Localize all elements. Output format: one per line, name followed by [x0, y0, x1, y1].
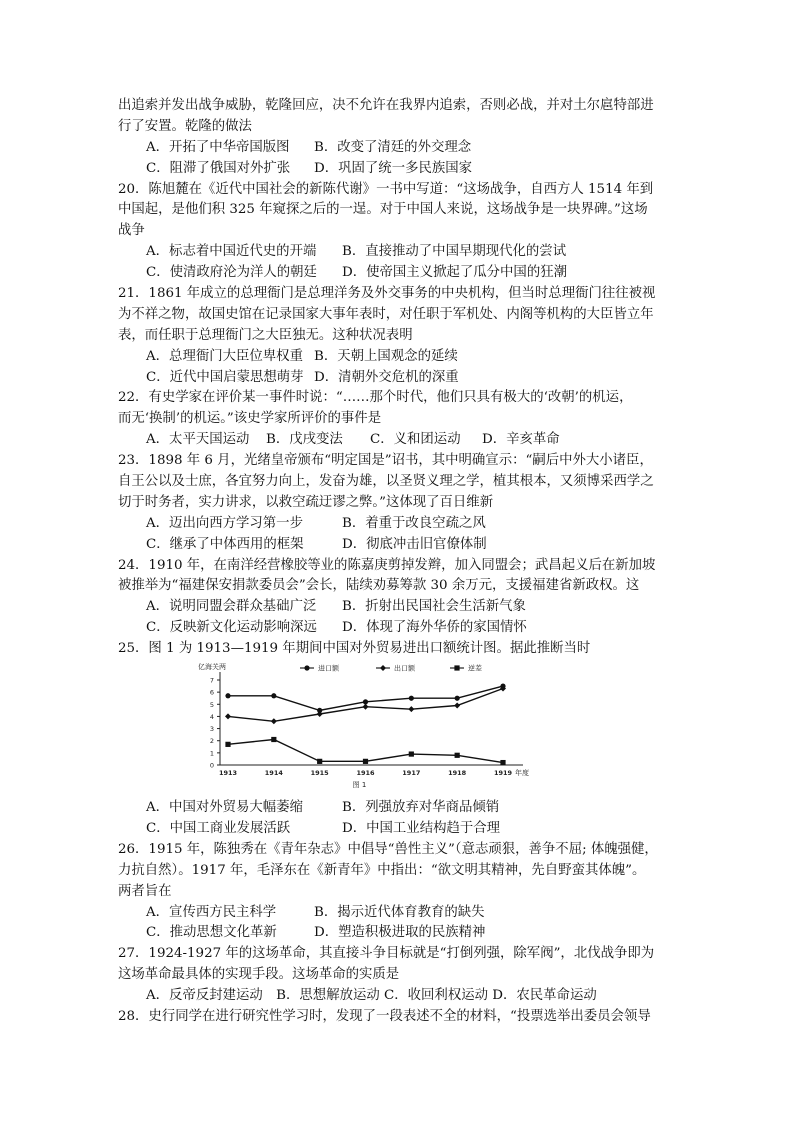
q20-option-d: D．使帝国主义掀起了瓜分中国的狂潮 [342, 265, 567, 281]
q22-stem-1: 22．有史学家在评价某一事件时说：“……那个时代，他们只具有极大的‘改朝’的机运， [118, 390, 633, 406]
q21-stem-2: 为不祥之物，故国史馆在记录国家大事年表时，对任职于军机处、内阁等机构的大臣皆立年 [118, 306, 654, 322]
q20-stem-3: 战争 [118, 223, 145, 239]
q22-option-c: C．义和团运动 [370, 432, 461, 448]
q28-stem-1: 28．史行同学在进行研究性学习时，发现了一段表述不全的材料，“投票选举出委员会领导 [118, 1008, 651, 1024]
data-point [409, 696, 414, 701]
data-point [455, 753, 460, 758]
q23-stem-1: 23．1898 年 6 月，光绪皇帝颁布“明定国是”诏书，其中明确宣示：“嗣后中外大小诸臣， [118, 453, 653, 469]
x-tick-label: 1914 [264, 769, 283, 778]
q24-options-row-1 [118, 597, 678, 618]
data-point [455, 696, 460, 701]
legend-marker [454, 665, 459, 670]
q25-option-a: A．中国对外贸易大幅萎缩 [146, 800, 303, 816]
legend-label: 出口额 [394, 664, 415, 673]
y-tick-label: 7 [209, 676, 214, 685]
data-point [271, 693, 276, 698]
q25-option-d: D．中国工业结构趋于合理 [342, 820, 501, 836]
q21-option-b: B．天朝上国观念的延续 [314, 348, 458, 364]
q20-options-row-2 [118, 263, 678, 284]
q20-stem-2: 中国起，是他们积 325 年窥探之后的一逞。对于中国人来说，这场战争是一块界碑。”这场 [118, 202, 648, 218]
q25-option-c: C．中国工商业发展活跃 [146, 820, 291, 836]
q26-stem-1: 26．1915 年，陈独秀在《青年杂志》中倡导“兽性主义”（意志顽狠，善争不屈; 体魄强健， [118, 841, 658, 857]
y-tick-label: 5 [209, 700, 214, 709]
y-tick-label: 4 [209, 712, 214, 721]
data-point [363, 704, 369, 710]
q26-options-row-2 [118, 923, 678, 944]
legend-label: 逆差 [468, 664, 482, 673]
q25-option-b: B．列强放弃对华商品倾销 [342, 800, 500, 816]
y-tick-label: 1 [209, 749, 214, 758]
y-axis-label: 亿海关两 [198, 663, 226, 672]
exam-page [118, 96, 678, 1028]
data-point [225, 713, 231, 719]
data-point [225, 693, 230, 698]
q23-option-c: C．继承了中体西用的框架 [146, 536, 304, 552]
q20-option-a: A．标志着中国近代史的开端 [146, 244, 317, 260]
q22-option-d: D．辛亥革命 [482, 432, 560, 448]
q23-option-d: D．彻底冲击旧官僚体制 [342, 536, 487, 552]
data-point [409, 752, 414, 757]
q21-stem-1: 21．1861 年成立的总理衙门是总理洋务及外交事务的中央机构，但当时总理衙门往往被视 [118, 286, 656, 302]
q23-stem-2: 自王公以及士庶，各宜努力向上，发奋为雄，以圣贤义理之学，植其根本，又须博采西学之 [118, 474, 654, 490]
q24-option-c: C．反映新文化运动影响深远 [146, 620, 317, 636]
q20-stem-1: 20．陈旭麓在《近代中国社会的新陈代谢》一书中写道：“这场战争，自西方人 1514 年到 [118, 181, 654, 197]
q26-option-c: C．推动思想文化革新 [146, 925, 277, 941]
q26-stem-3: 两者旨在 [118, 883, 172, 899]
data-point [225, 742, 230, 747]
q24-stem-2: 被推举为“福建保安捐款委员会”会长，陆续劝募筹款 30 余万元，支援福建省新政权。这 [118, 578, 640, 594]
q22-options-row [118, 430, 678, 451]
x-axis-label: 年度 [515, 769, 529, 778]
q26-option-d: D．塑造积极进取的民族精神 [314, 925, 486, 941]
q26-option-a: A．宣传西方民主科学 [146, 904, 277, 920]
q27-stem-1: 27．1924-1927 年的这场革命，其直接斗争目标就是“打倒列强，除军阀”，北伐战争即为 [118, 946, 655, 962]
y-tick-label: 3 [209, 725, 214, 734]
q20-options-row-1 [118, 242, 678, 263]
q19-option-b: B．改变了清廷的外交理念 [314, 139, 472, 155]
q27-options-row: A．反帝反封建运动 B．思想解放运动 C．收回利权运动 D．农民革命运动 [146, 988, 597, 1004]
q21-option-a: A．总理衙门大臣位卑权重 [146, 348, 303, 364]
q26-options-row-1 [118, 903, 678, 924]
y-tick-label: 0 [209, 761, 214, 770]
legend-label: 进口额 [318, 664, 339, 673]
q20-option-c: C．使清政府沦为洋人的朝廷 [146, 265, 317, 281]
q21-option-d: D．清朝外交危机的深重 [314, 369, 459, 385]
q23-option-b: B．着重于改良空疏之风 [342, 515, 486, 531]
q24-option-d: D．体现了海外华侨的家国情怀 [342, 620, 527, 636]
x-tick-label: 1919 [493, 769, 513, 778]
q21-stem-3: 表，而任职于总理衙门之大臣独无。这种状况表明 [118, 327, 413, 343]
data-point [363, 699, 368, 704]
q19-stem-1: 出追索并发出战争威胁，乾隆回应，决不允许在我界内追索，否则必战，并对土尔扈特部进 [118, 98, 654, 113]
q24-option-b: B．折射出民国社会生活新气象 [342, 599, 526, 615]
legend-marker [380, 665, 386, 671]
q19-option-a: A．开拓了中华帝国版图 [146, 139, 290, 155]
q26-option-b: B．揭示近代体育教育的缺失 [314, 904, 485, 920]
q23-options-row-2 [118, 535, 678, 556]
data-point [317, 759, 322, 764]
q25-stem-1: 25．图 1 为 1913—1919 年期间中国对外贸易进出口额统计图。据此推断当时 [118, 641, 591, 657]
q23-option-a: A．迈出向西方学习第一步 [146, 515, 303, 531]
trade-line-chart [198, 662, 538, 796]
q19-options-row-2 [118, 159, 678, 180]
q19-options-row-1 [118, 138, 678, 159]
q19-stem-2: 行了安置。乾隆的做法 [118, 118, 252, 134]
q23-options-row-1 [118, 514, 678, 535]
q21-options-row-1 [118, 347, 678, 368]
x-tick-label: 1918 [448, 769, 467, 778]
q23-stem-3: 切于时务者，实力讲求，以救空疏迂谬之弊。”这体现了百日维新 [118, 494, 494, 510]
legend-marker [304, 665, 309, 670]
x-tick-label: 1915 [310, 769, 329, 778]
q24-options-row-2 [118, 618, 678, 639]
figure-caption: 图 1 [352, 781, 367, 790]
data-point [500, 760, 505, 765]
q25-options-row-2 [118, 819, 678, 840]
data-point [271, 737, 276, 742]
x-tick-label: 1917 [402, 769, 421, 778]
q24-option-a: A．说明同盟会群众基础广泛 [146, 599, 317, 615]
q22-option-b: B．戊戌变法 [266, 432, 343, 448]
q26-stem-2: 力抗自然）。1917 年，毛泽东在《新青年》中指出：“欲文明其精神，先自野蛮其体魄”。 [118, 862, 646, 878]
q25-options-row-1 [118, 798, 678, 819]
y-tick-label: 6 [209, 688, 214, 697]
data-point [454, 703, 460, 709]
q27-stem-2: 这场革命最具体的实现手段。这场革命的实质是 [118, 967, 400, 983]
trade-chart [118, 662, 678, 798]
q21-options-row-2 [118, 368, 678, 389]
data-point [271, 718, 277, 724]
q21-option-c: C．近代中国启蒙思想萌芽 [146, 369, 304, 385]
x-tick-label: 1913 [218, 769, 238, 778]
q20-option-b: B．直接推动了中国早期现代化的尝试 [342, 244, 567, 260]
q22-option-a: A．太平天国运动 [146, 432, 250, 448]
q24-stem-1: 24．1910 年，在南洋经营橡胶等业的陈嘉庚剪掉发辫，加入同盟会；武昌起义后在新加坡 [118, 557, 656, 573]
x-tick-label: 1916 [356, 769, 375, 778]
data-point [363, 759, 368, 764]
q22-stem-2: 而无‘换制’的机运。”该史学家所评价的事件是 [118, 411, 382, 427]
q19-option-c: C．阻滞了俄国对外扩张 [146, 160, 291, 176]
q19-option-d: D．巩固了统一多民族国家 [314, 160, 473, 176]
y-tick-label: 2 [209, 737, 214, 746]
data-point [317, 711, 323, 717]
data-point [408, 706, 414, 712]
